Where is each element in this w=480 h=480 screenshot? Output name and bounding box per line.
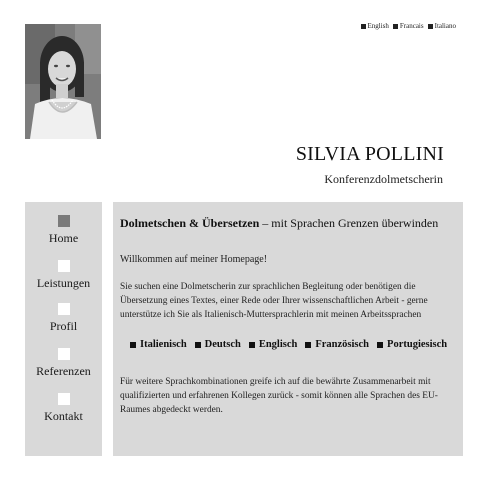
- nav-item-home[interactable]: [25, 215, 102, 246]
- language-english-label: English: [367, 22, 389, 30]
- square-bullet-icon: [377, 342, 383, 348]
- language-label: Portugiesisch: [387, 339, 448, 350]
- nav-label-home: Home: [48, 231, 79, 245]
- language-chip: [130, 339, 187, 350]
- language-chip: [305, 339, 369, 350]
- nav-label-referenzen: Referenzen: [36, 364, 91, 378]
- square-bullet-icon: [428, 24, 433, 29]
- welcome-text: Willkommen auf meiner Homepage!: [120, 254, 268, 265]
- page-heading-bold: Dolmetschen & Übersetzen: [120, 216, 260, 230]
- site-title: SILVIA POLLINI: [295, 143, 444, 165]
- portrait-photo: [25, 24, 101, 139]
- square-bullet-icon: [305, 342, 311, 348]
- language-english-link[interactable]: [361, 22, 389, 30]
- intro-paragraph: Sie suchen eine Dolmetscherin zur sprachlichen Begleitung oder benötigen die Übersetzung eines Textes, einer Rede oder Ihrer wissenschaftlichen Arbeit - gerne unterstütze ich Sie als Italienisch-Muttersprachlerin mit meinen Arbeitssprachen: [120, 282, 428, 320]
- square-bullet-icon: [195, 342, 201, 348]
- square-bullet-icon: [249, 342, 255, 348]
- page-heading: [120, 216, 460, 231]
- language-chip: [377, 339, 447, 350]
- language-italian-link[interactable]: [428, 22, 456, 30]
- language-label: Italienisch: [140, 339, 187, 350]
- nav-item-referenzen[interactable]: [25, 348, 102, 379]
- closing-paragraph: Für weitere Sprachkombinationen greife ich auf die bewährte Zusammenarbeit mit qualifizierten und erfahrenen Kollegen zurück - somit können alle Sprachen des EU-Raumes abgedeckt werden.: [120, 377, 438, 415]
- language-label: Deutsch: [204, 339, 241, 350]
- language-chip: [195, 339, 241, 350]
- square-bullet-icon: [361, 24, 366, 29]
- language-french-label: Francais: [399, 22, 424, 30]
- main-content: [113, 202, 463, 456]
- sidebar-nav: [25, 202, 102, 456]
- nav-label-profil: Profil: [49, 319, 78, 333]
- language-label: Französisch: [315, 339, 370, 350]
- site-subtitle: Konferenzdolmetscherin: [324, 172, 443, 186]
- nav-item-kontakt[interactable]: [25, 393, 102, 424]
- portrait-image: [25, 24, 101, 139]
- language-chip: [249, 339, 298, 350]
- language-label: Englisch: [258, 339, 298, 350]
- nav-item-profil[interactable]: [25, 303, 102, 334]
- nav-square-icon: [58, 393, 70, 405]
- working-languages-list: [130, 339, 447, 350]
- nav-label-kontakt: Kontakt: [44, 409, 83, 423]
- square-bullet-icon: [393, 24, 398, 29]
- nav-square-icon: [58, 215, 70, 227]
- page-heading-rest: – mit Sprachen Grenzen überwinden: [259, 216, 439, 230]
- nav-square-icon: [58, 348, 70, 360]
- language-italian-label: Italiano: [434, 22, 456, 30]
- square-bullet-icon: [130, 342, 136, 348]
- nav-item-leistungen[interactable]: [25, 260, 102, 291]
- language-french-link[interactable]: [393, 22, 424, 30]
- nav-square-icon: [58, 303, 70, 315]
- language-selector: [361, 22, 457, 30]
- nav-square-icon: [58, 260, 70, 272]
- nav-label-leistungen: Leistungen: [36, 276, 91, 290]
